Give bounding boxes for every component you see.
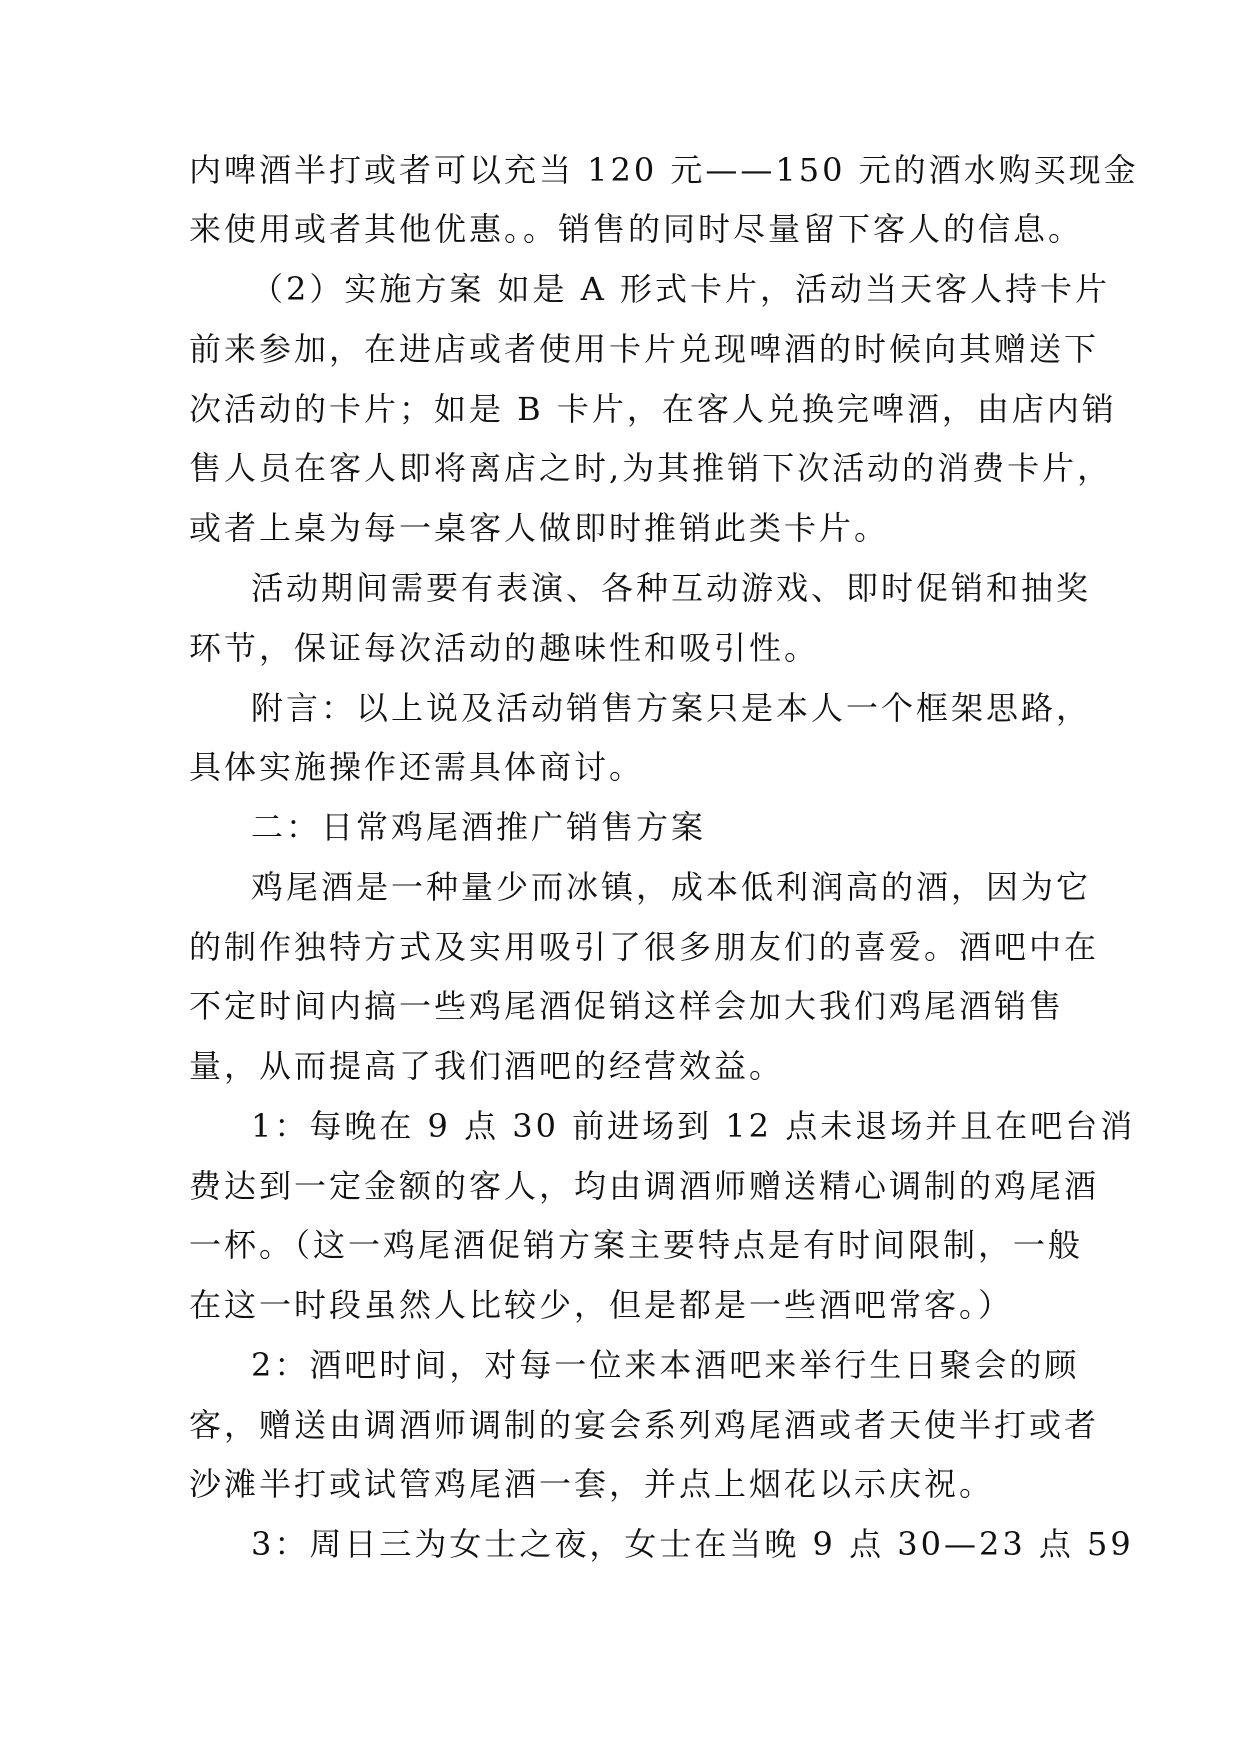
text-line: 具体实施操作还需具体商讨。: [189, 748, 645, 786]
text-line: 环节，保证每次活动的趣味性和吸引性。: [189, 629, 820, 667]
text-line: 2：酒吧时间，对每一位来本酒吧来举行生日聚会的顾: [251, 1346, 1080, 1384]
text-line: 量，从而提高了我们酒吧的经营效益。: [189, 1047, 785, 1085]
text-line: 客，赠送由调酒师调制的宴会系列鸡尾酒或者天使半打或者: [189, 1406, 1100, 1444]
text-line: 次活动的卡片；如是 B 卡片，在客人兑换完啤酒，由店内销: [189, 390, 1117, 428]
text-line: 费达到一定金额的客人，均由调酒师赠送精心调制的鸡尾酒: [189, 1167, 1100, 1205]
text-line: 售人员在客人即将离店之时,为其推销下次活动的消费卡片，: [189, 449, 1113, 487]
text-line: 来使用或者其他优惠。。销售的同时尽量留下客人的信息。: [189, 210, 1084, 248]
text-line: 3：周日三为女士之夜，女士在当晚 9 点 30—23 点 59: [251, 1525, 1134, 1563]
text-line: 在这一时段虽然人比较少，但是都是一些酒吧常客。）: [189, 1286, 1014, 1324]
text-line: 附言：以上说及活动销售方案只是本人一个框架思路，: [251, 689, 1092, 727]
text-line: 沙滩半打或试管鸡尾酒一套，并点上烟花以示庆祝。: [189, 1465, 995, 1503]
text-line: 1：每晚在 9 点 30 前进场到 12 点未退场并且在吧台消: [251, 1107, 1136, 1145]
text-line: 的制作独特方式及实用吸引了很多朋友们的喜爱。酒吧中在: [189, 928, 1100, 966]
section-heading: 二：日常鸡尾酒推广销售方案: [251, 808, 707, 846]
text-line: 内啤酒半打或者可以充当 120 元——150 元的酒水购买现金: [189, 151, 1139, 189]
text-line: 不定时间内搞一些鸡尾酒促销这样会加大我们鸡尾酒销售: [189, 987, 1065, 1025]
text-line: 一杯。（这一鸡尾酒促销方案主要特点是有时间限制，一般: [189, 1226, 1084, 1264]
text-line: 或者上桌为每一桌客人做即时推销此类卡片。: [189, 509, 890, 547]
text-line: 活动期间需要有表演、各种互动游戏、即时促销和抽奖: [251, 569, 1092, 607]
text-line: （2）实施方案 如是 A 形式卡片，活动当天客人持卡片: [251, 270, 1110, 308]
text-line: 前来参加，在进店或者使用卡片兑现啤酒的时候向其赠送下: [189, 330, 1100, 368]
text-line: 鸡尾酒是一种量少而冰镇，成本低利润高的酒，因为它: [251, 868, 1092, 906]
